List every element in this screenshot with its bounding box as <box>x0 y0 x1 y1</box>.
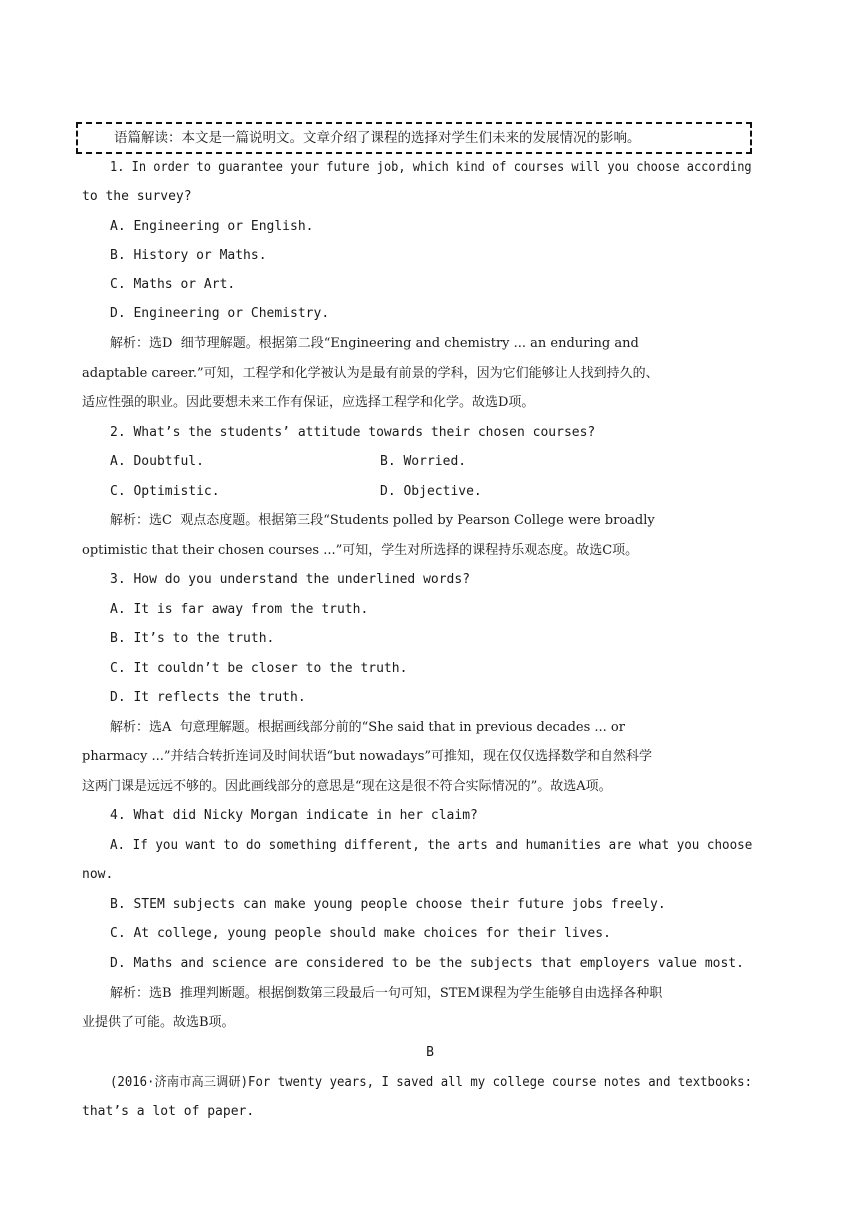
question-2-option-c: C. Optimistic. <box>110 484 220 499</box>
question-4-explanation: 解析：选B 推理判断题。根据倒数第三段最后一句可知，STEM课程为学生能够自由选择各种职 <box>110 986 663 1001</box>
question-1-explanation-end: 适应性强的职业。因此要想未来工作有保证，应选择工程学和化学。故选D项。 <box>82 395 535 410</box>
question-1-option-b: B. History or Maths. <box>110 248 267 263</box>
question-2-option-d: D. Objective. <box>380 484 482 499</box>
question-2-option-a: A. Doubtful. <box>110 454 204 469</box>
passage-summary-box <box>76 122 752 154</box>
question-3-option-b: B. It’s to the truth. <box>110 631 275 646</box>
question-1-option-d: D. Engineering or Chemistry. <box>110 306 330 321</box>
question-3-option-a: A. It is far away from the truth. <box>110 602 369 617</box>
question-1-stem: 1. In order to guarantee your future job, which kind of courses will you choose according <box>110 160 752 175</box>
question-2-stem: 2. What’s the students’ attitude towards their chosen courses? <box>110 425 596 440</box>
question-1-explanation-cont: adaptable career.”可知，工程学和化学被认为是最有前景的学科，因为它们能够让人找到持久的、 <box>82 366 659 381</box>
question-3-option-d: D. It reflects the truth. <box>110 690 306 705</box>
question-4-option-b: B. STEM subjects can make young people choose their future jobs freely. <box>110 897 666 912</box>
section-b-intro: (2016·济南市高三调研)For twenty years, I saved all my college course notes and textbooks: <box>110 1075 752 1090</box>
question-4-option-a: A. If you want to do something different, the arts and humanities are what you choose <box>110 838 753 853</box>
section-b-intro-cont: that’s a lot of paper. <box>82 1104 255 1119</box>
question-4-stem: 4. What did Nicky Morgan indicate in her claim? <box>110 808 478 823</box>
question-3-option-c: C. It couldn’t be closer to the truth. <box>110 661 408 676</box>
question-1-explanation: 解析：选D 细节理解题。根据第二段“Engineering and chemistry ... an enduring and <box>110 336 639 351</box>
question-3-explanation-end: 这两门课是远远不够的。因此画线部分的意思是“现在这是很不符合实际情况的”。故选A项。 <box>82 779 612 794</box>
question-4-explanation-cont: 业提供了可能。故选B项。 <box>82 1015 235 1030</box>
question-4-option-c: C. At college, young people should make choices for their lives. <box>110 926 611 941</box>
question-1-option-c: C. Maths or Art. <box>110 277 236 292</box>
question-1-stem-cont: to the survey? <box>82 189 192 204</box>
passage-summary: 语篇解读：本文是一篇说明文。文章介绍了课程的选择对学生们未来的发展情况的影响。 <box>114 130 641 146</box>
question-4-option-a-cont: now. <box>82 867 114 882</box>
question-2-explanation-cont: optimistic that their chosen courses ...”可知，学生对所选择的课程持乐观态度。故选C项。 <box>82 543 639 558</box>
question-3-explanation: 解析：选A 句意理解题。根据画线部分前的“She said that in previous decades ... or <box>110 720 625 735</box>
question-3-explanation-cont: pharmacy ...”并结合转折连词及时间状语“but nowadays”可推知，现在仅仅选择数学和自然科学 <box>82 749 653 764</box>
question-4-option-d: D. Maths and science are considered to be the subjects that employers value most. <box>110 956 744 971</box>
question-2-option-b: B. Worried. <box>380 454 467 469</box>
question-3-stem: 3. How do you understand the underlined words? <box>110 572 471 587</box>
section-b-heading: B <box>426 1045 434 1060</box>
question-1-option-a: A. Engineering or English. <box>110 219 314 234</box>
question-2-explanation: 解析：选C 观点态度题。根据第三段“Students polled by Pearson College were broadly <box>110 513 655 528</box>
